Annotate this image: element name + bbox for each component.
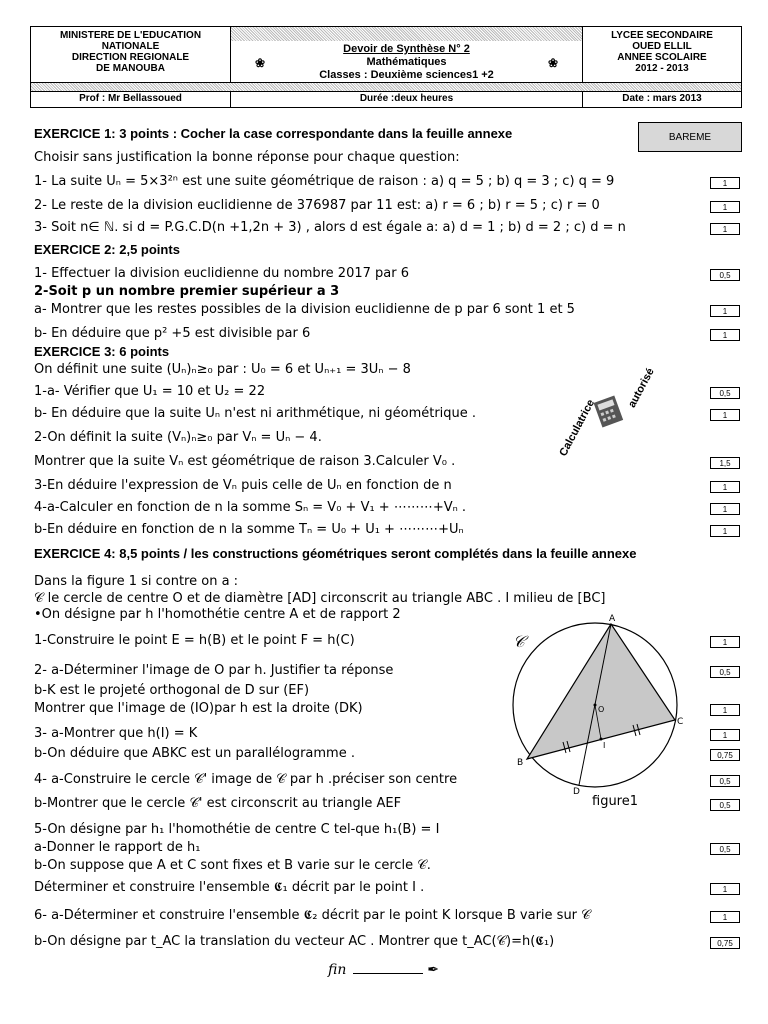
points-box: 0,5 [710, 775, 740, 787]
exercise-heading: EXERCICE 4: 8,5 points / les constructions géométriques seront complétés dans la feuille annexe [34, 546, 637, 561]
question-line: 1- Effectuer la division euclidienne du nombre 2017 par 6 [34, 266, 409, 281]
points-box: 1 [710, 223, 740, 235]
bareme-label: BAREME [638, 122, 742, 152]
points-box: 1 [710, 704, 740, 716]
question-line: 1- La suite Uₙ = 5×3²ⁿ est une suite géométrique de raison : a) q = 5 ; b) q = 3 ; c) q = 9 [34, 174, 615, 189]
figure-caption: figure1 [592, 794, 639, 809]
geometry-figure [505, 612, 685, 802]
points-box: 1 [710, 329, 740, 341]
label-i: I [603, 741, 606, 750]
label-c: C [677, 717, 684, 727]
school-line: ANNEE SCOLAIRE [617, 52, 707, 63]
teacher-name: Prof : Mr Bellassoued [31, 92, 231, 107]
points-box: 1 [710, 305, 740, 317]
school-block [583, 27, 741, 83]
question-line: 5-On désigne par h₁ l'homothétie de centre C tel-que h₁(B) = I [34, 822, 440, 837]
points-box: 1 [710, 481, 740, 493]
label-o: O [598, 705, 605, 714]
classes: Classes : Deuxième sciences1 +2 [319, 69, 494, 81]
points-box: 1 [710, 409, 740, 421]
question-line: 𝒞 le cercle de centre O et de diamètre [AD] circonscrit au triangle ABC . I milieu de [BC] [34, 591, 606, 606]
points-box: 1 [710, 503, 740, 515]
points-box: 1 [710, 201, 740, 213]
points-box: 0,5 [710, 799, 740, 811]
points-box: 1 [710, 729, 740, 741]
points-box: 0,5 [710, 666, 740, 678]
question-line: b- En déduire que p² +5 est divisible par 6 [34, 326, 311, 341]
question-line: 3-En déduire l'expression de Vₙ puis celle de Uₙ en fonction de n [34, 478, 452, 493]
label-circle: 𝒞 [513, 632, 525, 651]
title-block [231, 41, 583, 83]
ministry-line: NATIONALE [101, 41, 160, 52]
ministry-block [31, 27, 231, 83]
label-d: D [573, 787, 580, 797]
header-table [30, 26, 742, 108]
question-line: Déterminer et construire l'ensemble 𝕮₁ décrit par le point I . [34, 880, 425, 895]
pen-icon: ✒ [427, 962, 439, 978]
question-line: 4- a-Construire le cercle 𝒞' image de 𝒞 par h .préciser son centre [34, 772, 458, 787]
question-line: 1-Construire le point E = h(B) et le point F = h(C) [34, 633, 355, 648]
question-line: b-K est le projeté orthogonal de D sur (EF) [34, 683, 310, 698]
question-line: On définit une suite (Uₙ)ₙ≥₀ par : U₀ = 6 et Uₙ₊₁ = 3Uₙ − 8 [34, 362, 411, 377]
ministry-line: DE MANOUBA [96, 63, 165, 74]
stamp-text: autorisé [626, 366, 657, 410]
question-line: a-Donner le rapport de h₁ [34, 840, 201, 855]
question-line: b-On suppose que A et C sont fixes et B varie sur le cercle 𝒞. [34, 858, 431, 873]
question-line: Choisir sans justification la bonne réponse pour chaque question: [34, 150, 460, 165]
question-line: b-On désigne par t_AC la translation du vecteur AC . Montrer que t_AC(𝒞)=h(𝕮₁) [34, 934, 555, 949]
end-mark [328, 962, 439, 978]
label-b: B [517, 758, 524, 768]
points-box: 0,5 [710, 843, 740, 855]
flower-icon: ❀ [255, 56, 266, 70]
question-line: 2-On définit la suite (Vₙ)ₙ≥₀ par Vₙ = Uₙ − 4. [34, 430, 322, 445]
question-line: 3- Soit n∈ ℕ. si d = P.G.C.D(n +1,2n + 3) , alors d est égale a: a) d = 1 ; b) d = 2 ; c) d = n [34, 220, 626, 235]
question-line: 2- a-Déterminer l'image de O par h. Justifier ta réponse [34, 663, 394, 678]
question-line: 6- a-Déterminer et construire l'ensemble 𝕮₂ décrit par le point K lorsque B varie sur 𝒞 [34, 908, 591, 923]
signature-line [353, 973, 423, 974]
exercise-heading: EXERCICE 1: 3 points : Cocher la case correspondante dans la feuille annexe [34, 126, 513, 141]
points-box: 1 [710, 883, 740, 895]
point-o [594, 704, 597, 707]
school-line: 2012 - 2013 [635, 63, 689, 74]
school-line: OUED ELLIL [632, 41, 692, 52]
subject: Mathématiques [366, 56, 447, 68]
question-line: Montrer que la suite Vₙ est géométrique de raison 3.Calculer V₀ . [34, 454, 456, 469]
question-line: Montrer que l'image de (IO)par h est la droite (DK) [34, 701, 363, 716]
hatch-band [31, 83, 741, 92]
points-box: 1 [710, 177, 740, 189]
exercise-heading: EXERCICE 2: 2,5 points [34, 242, 180, 257]
question-line: 4-a-Calculer en fonction de n la somme Sₙ = V₀ + V₁ + ⋯⋯⋯+Vₙ . [34, 500, 467, 515]
exam-title: Devoir de Synthèse N° 2 [343, 43, 470, 55]
points-box: 1,5 [710, 457, 740, 469]
question-line: b-Montrer que le cercle 𝒞' est circonscrit au triangle AEF [34, 796, 402, 811]
points-box: 0,75 [710, 937, 740, 949]
question-line: 3- a-Montrer que h(I) = K [34, 726, 198, 741]
fin-text: fin [328, 962, 347, 978]
question-line: 2-Soit p un nombre premier supérieur a 3 [34, 284, 340, 299]
question-line: 1-a- Vérifier que U₁ = 10 et U₂ = 22 [34, 384, 266, 399]
calculator-stamp [557, 366, 660, 459]
label-a: A [609, 614, 616, 624]
exam-date: Date : mars 2013 [622, 93, 702, 104]
duration: Durée :deux heures [231, 92, 583, 107]
question-line: 2- Le reste de la division euclidienne de 376987 par 11 est: a) r = 6 ; b) r = 5 ; c) r = 0 [34, 198, 600, 213]
question-line: •On désigne par h l'homothétie centre A et de rapport 2 [34, 607, 401, 622]
points-box: 1 [710, 636, 740, 648]
points-box: 0,5 [710, 269, 740, 281]
exercise-heading: EXERCICE 3: 6 points [34, 344, 170, 359]
ministry-line: MINISTERE DE L'EDUCATION [59, 30, 202, 41]
ministry-line: DIRECTION REGIONALE [71, 52, 190, 63]
hatch-band [231, 27, 583, 41]
question-line: b-En déduire en fonction de n la somme Tₙ = U₀ + U₁ + ⋯⋯⋯+Uₙ [34, 522, 464, 537]
points-box: 0,5 [710, 387, 740, 399]
question-line: Dans la figure 1 si contre on a : [34, 574, 239, 589]
points-box: 1 [710, 911, 740, 923]
stamp-text: Calculatrice [557, 397, 598, 459]
question-line: a- Montrer que les restes possibles de la division euclidienne de p par 6 sont 1 et 5 [34, 302, 575, 317]
flower-icon: ❀ [547, 56, 558, 70]
question-line: b-On déduire que ABKC est un parallélogramme . [34, 746, 355, 761]
school-line: LYCEE SECONDAIRE [611, 30, 713, 41]
points-box: 1 [710, 525, 740, 537]
question-line: b- En déduire que la suite Uₙ n'est ni arithmétique, ni géométrique . [34, 406, 477, 421]
points-box: 0,75 [710, 749, 740, 761]
